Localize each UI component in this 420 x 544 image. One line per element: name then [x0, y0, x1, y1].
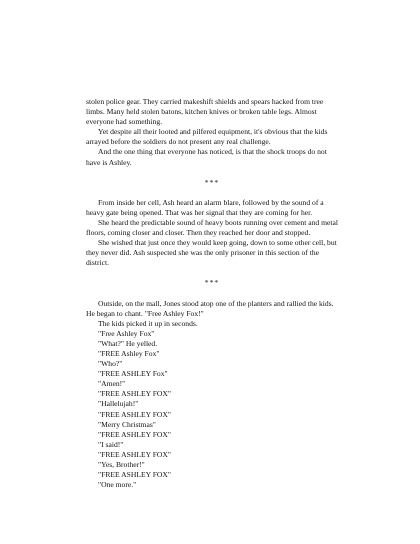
chant-line: "Amen!" [98, 379, 126, 389]
chant-line: "Free Ashley Fox" [98, 328, 155, 338]
paragraph: She heard the predictable sound of heavy boots running over cement and metal floors, coming closer and closer. Then they reached her door and stopped. [86, 217, 338, 238]
chant-line: "Who?" [98, 359, 123, 369]
paragraph: From inside her cell, Ash heard an alarm blare, followed by the sound of a heavy gate being opened. That was her signal that they are coming for her. [86, 197, 324, 217]
chant-line: "I said!" [98, 439, 124, 449]
paragraph: And the one thing that everyone has noticed, is that the shock troops do not have is Ashley. [86, 147, 327, 167]
chant-line: "FREE ASHLEY FOX" [98, 389, 172, 399]
paragraph: Outside, on the mall, Jones stood atop one of the planters and rallied the kids. He began to chant. "Free Ashley Fox!" [86, 298, 334, 318]
chant-line: "One more." [98, 480, 137, 490]
body-text [86, 97, 338, 490]
chant-line: "Hallelujah!" [98, 399, 139, 409]
chant-line: "FREE ASHLEY FOX" [98, 409, 172, 419]
paragraph: stolen police gear. They carried makeshift shields and spears hacked from tree limbs. Many held stolen batons, kitchen knives or broken table legs. Almost everyone had something. [86, 97, 324, 127]
chant-line: "What?" He yelled. [98, 338, 158, 348]
paragraph: Yet despite all their looted and pilfered equipment, it's obvious that the kids arrayed before the soldiers do not present any real challenge. [86, 127, 328, 147]
chant-lines [86, 319, 338, 491]
scene-break: *** [204, 177, 220, 187]
chant-line: "Merry Christmas" [98, 419, 156, 429]
chant-line: "FREE ASHLEY Fox" [98, 369, 168, 379]
paragraph: She wished that just once they would keep going, down to some other cell, but they never did. Ash suspected she was the only prisoner in this section of the district. [86, 238, 337, 268]
chant-line: "FREE ASHLEY FOX" [98, 449, 172, 459]
chant-line: "FREE ASHLEY FOX" [98, 429, 172, 439]
chant-line: "FREE ASHLEY FOX" [98, 470, 172, 480]
chant-line: The kids picked it up in seconds. [98, 318, 198, 328]
scene-break: *** [204, 278, 220, 288]
chant-line: "Yes, Brother!" [98, 460, 145, 469]
chant-line: "FREE Ashley Fox" [98, 348, 160, 358]
